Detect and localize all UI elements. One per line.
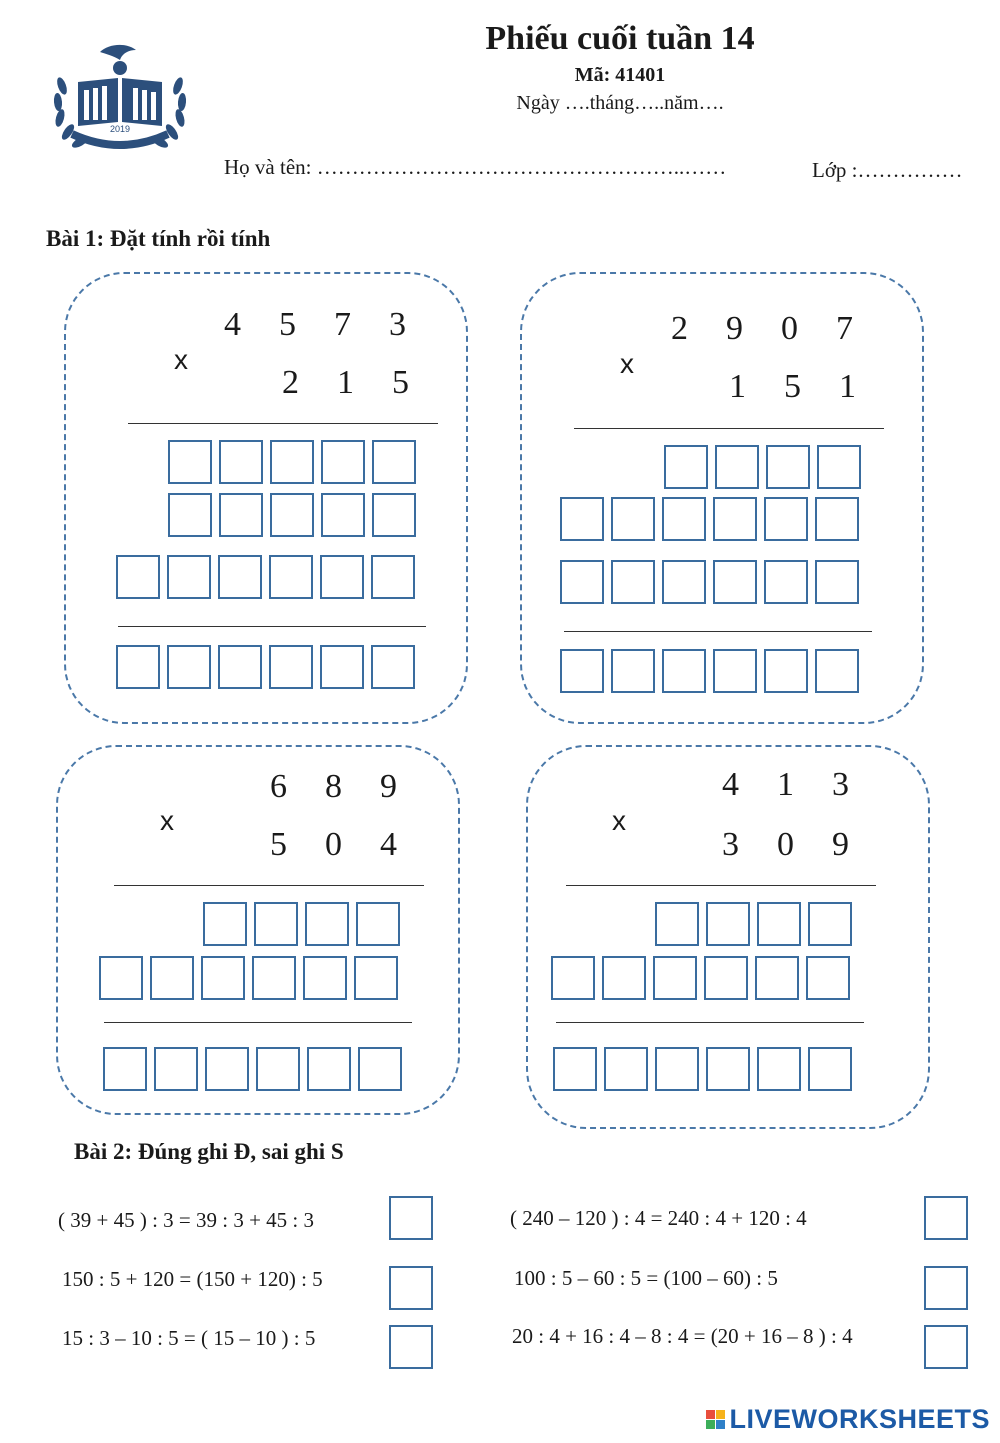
- answer-box[interactable]: [815, 497, 859, 541]
- product-line: [114, 885, 424, 886]
- answer-box[interactable]: [270, 493, 314, 537]
- digit: 3: [389, 306, 406, 343]
- multiplier: [703, 826, 868, 864]
- partial-product-row: [168, 440, 423, 484]
- answer-box[interactable]: [662, 649, 706, 693]
- answer-box[interactable]: [203, 902, 247, 946]
- answer-box[interactable]: [168, 440, 212, 484]
- digit: 2: [671, 310, 688, 347]
- answer-box[interactable]: [704, 956, 748, 1000]
- true-false-box[interactable]: [924, 1196, 968, 1240]
- answer-box[interactable]: [167, 555, 211, 599]
- answer-box[interactable]: [815, 560, 859, 604]
- answer-box[interactable]: [664, 445, 708, 489]
- digit: 0: [325, 826, 342, 863]
- multiply-sign: x: [612, 805, 626, 836]
- answer-box[interactable]: [356, 902, 400, 946]
- answer-box[interactable]: [167, 645, 211, 689]
- answer-box[interactable]: [372, 493, 416, 537]
- answer-box[interactable]: [655, 902, 699, 946]
- answer-box[interactable]: [806, 956, 850, 1000]
- sum-line: [104, 1022, 412, 1023]
- sum-line: [556, 1022, 864, 1023]
- digit: 7: [334, 306, 351, 343]
- digit: 9: [726, 310, 743, 347]
- digit: 5: [392, 364, 409, 401]
- partial-product-row: [655, 902, 859, 946]
- true-false-box[interactable]: [389, 1266, 433, 1310]
- multiplicand: [205, 306, 425, 344]
- partial-product-row: [168, 493, 423, 537]
- partial-product-row: [203, 902, 407, 946]
- answer-box[interactable]: [154, 1047, 198, 1091]
- answer-box[interactable]: [116, 555, 160, 599]
- digit: 5: [270, 826, 287, 863]
- answer-box[interactable]: [553, 1047, 597, 1091]
- equation-right-1: ( 240 – 120 ) : 4 = 240 : 4 + 120 : 4: [510, 1206, 807, 1230]
- answer-box[interactable]: [611, 497, 655, 541]
- worksheet-code: Mã: 41401: [574, 64, 666, 86]
- brand-text: LIVEWORKSHEETS: [729, 1404, 990, 1434]
- answer-box[interactable]: [305, 902, 349, 946]
- result-row: [553, 1047, 859, 1091]
- sum-line: [118, 626, 426, 627]
- answer-box[interactable]: [256, 1047, 300, 1091]
- answer-box[interactable]: [116, 645, 160, 689]
- digit: 3: [832, 766, 849, 803]
- digit: 0: [781, 310, 798, 347]
- answer-box[interactable]: [320, 645, 364, 689]
- answer-box[interactable]: [757, 902, 801, 946]
- digit: 9: [380, 768, 397, 805]
- liveworksheets-brand[interactable]: [706, 1404, 990, 1435]
- digit: 1: [337, 364, 354, 401]
- multiply-sign: x: [174, 344, 188, 375]
- digit: 1: [729, 368, 746, 405]
- answer-box[interactable]: [219, 440, 263, 484]
- answer-box[interactable]: [269, 645, 313, 689]
- answer-box[interactable]: [706, 902, 750, 946]
- answer-box[interactable]: [713, 497, 757, 541]
- answer-box[interactable]: [611, 649, 655, 693]
- answer-box[interactable]: [103, 1047, 147, 1091]
- product-line: [566, 885, 876, 886]
- true-false-box[interactable]: [924, 1325, 968, 1369]
- answer-box[interactable]: [218, 555, 262, 599]
- equation-left-3: 15 : 3 – 10 : 5 = ( 15 – 10 ) : 5: [62, 1326, 316, 1350]
- product-line: [574, 428, 884, 429]
- answer-box[interactable]: [321, 440, 365, 484]
- answer-box[interactable]: [560, 649, 604, 693]
- answer-box[interactable]: [715, 445, 759, 489]
- equation-right-2: 100 : 5 – 60 : 5 = (100 – 60) : 5: [514, 1266, 778, 1290]
- answer-box[interactable]: [815, 649, 859, 693]
- logo-year: 2019: [109, 124, 131, 134]
- answer-box[interactable]: [218, 645, 262, 689]
- answer-box[interactable]: [201, 956, 245, 1000]
- partial-product-row: [664, 445, 868, 489]
- digit: 8: [325, 768, 342, 805]
- digit: 0: [777, 826, 794, 863]
- answer-box[interactable]: [655, 1047, 699, 1091]
- digit: 1: [777, 766, 794, 803]
- digit: 5: [784, 368, 801, 405]
- student-name-line: Họ và tên: ……………………………………………..……: [224, 155, 727, 179]
- liveworksheets-logo-icon: [706, 1410, 725, 1429]
- answer-box[interactable]: [706, 1047, 750, 1091]
- multiply-sign: x: [160, 805, 174, 836]
- multiply-sign: x: [620, 348, 634, 379]
- worksheet-title: Phiếu cuối tuần 14: [485, 20, 755, 57]
- answer-box[interactable]: [372, 440, 416, 484]
- true-false-box[interactable]: [924, 1266, 968, 1310]
- digit: 5: [279, 306, 296, 343]
- partial-product-row: [551, 956, 857, 1000]
- result-row: [560, 649, 866, 693]
- answer-box[interactable]: [371, 555, 415, 599]
- multiplicand: [703, 766, 868, 804]
- answer-box[interactable]: [303, 956, 347, 1000]
- answer-box[interactable]: [611, 560, 655, 604]
- digit: 9: [832, 826, 849, 863]
- answer-box[interactable]: [817, 445, 861, 489]
- equation-left-1: ( 39 + 45 ) : 3 = 39 : 3 + 45 : 3: [58, 1208, 315, 1232]
- answer-box[interactable]: [551, 956, 595, 1000]
- answer-box[interactable]: [371, 645, 415, 689]
- answer-box[interactable]: [254, 902, 298, 946]
- answer-box[interactable]: [713, 560, 757, 604]
- result-row: [103, 1047, 409, 1091]
- answer-box[interactable]: [320, 555, 364, 599]
- answer-box[interactable]: [219, 493, 263, 537]
- digit: 6: [270, 768, 287, 805]
- school-logo: [48, 38, 192, 158]
- answer-box[interactable]: [168, 493, 212, 537]
- class-line: Lớp :……………: [812, 158, 963, 182]
- answer-box[interactable]: [766, 445, 810, 489]
- answer-box[interactable]: [755, 956, 799, 1000]
- answer-box[interactable]: [808, 902, 852, 946]
- equation-left-2: 150 : 5 + 120 = (150 + 120) : 5: [62, 1267, 323, 1291]
- answer-box[interactable]: [764, 497, 808, 541]
- partial-product-row: [560, 497, 866, 541]
- answer-box[interactable]: [662, 560, 706, 604]
- digit: 4: [722, 766, 739, 803]
- answer-box[interactable]: [150, 956, 194, 1000]
- result-row: [116, 645, 422, 689]
- exercise1-heading: Bài 1: Đặt tính rồi tính: [46, 226, 271, 251]
- answer-box[interactable]: [269, 555, 313, 599]
- digit: 1: [839, 368, 856, 405]
- multiplicand: [251, 768, 416, 806]
- answer-box[interactable]: [662, 497, 706, 541]
- true-false-box[interactable]: [389, 1325, 433, 1369]
- answer-box[interactable]: [764, 649, 808, 693]
- partial-product-row: [116, 555, 422, 599]
- answer-box[interactable]: [205, 1047, 249, 1091]
- answer-box[interactable]: [604, 1047, 648, 1091]
- answer-box[interactable]: [808, 1047, 852, 1091]
- answer-box[interactable]: [99, 956, 143, 1000]
- exercise2-heading: Bài 2: Đúng ghi Đ, sai ghi S: [74, 1139, 344, 1164]
- digit: 7: [836, 310, 853, 347]
- digit: 4: [380, 826, 397, 863]
- answer-box[interactable]: [653, 956, 697, 1000]
- answer-box[interactable]: [321, 493, 365, 537]
- product-line: [128, 423, 438, 424]
- digit: 3: [722, 826, 739, 863]
- multiplier: [251, 826, 416, 864]
- answer-box[interactable]: [602, 956, 646, 1000]
- sum-line: [564, 631, 872, 632]
- partial-product-row: [560, 560, 866, 604]
- answer-box[interactable]: [270, 440, 314, 484]
- equation-right-3: 20 : 4 + 16 : 4 – 8 : 4 = (20 + 16 – 8 ) : 4: [512, 1324, 853, 1348]
- date-line: Ngày ….tháng…..năm….: [516, 92, 724, 114]
- digit: 2: [282, 364, 299, 401]
- answer-box[interactable]: [713, 649, 757, 693]
- digit: 4: [224, 306, 241, 343]
- answer-box[interactable]: [560, 497, 604, 541]
- answer-box[interactable]: [757, 1047, 801, 1091]
- true-false-box[interactable]: [389, 1196, 433, 1240]
- multiplier: [263, 364, 428, 402]
- multiplier: [710, 368, 875, 406]
- partial-product-row: [99, 956, 405, 1000]
- answer-box[interactable]: [307, 1047, 351, 1091]
- answer-box[interactable]: [354, 956, 398, 1000]
- answer-box[interactable]: [252, 956, 296, 1000]
- multiplicand: [652, 310, 872, 348]
- answer-box[interactable]: [358, 1047, 402, 1091]
- answer-box[interactable]: [560, 560, 604, 604]
- answer-box[interactable]: [764, 560, 808, 604]
